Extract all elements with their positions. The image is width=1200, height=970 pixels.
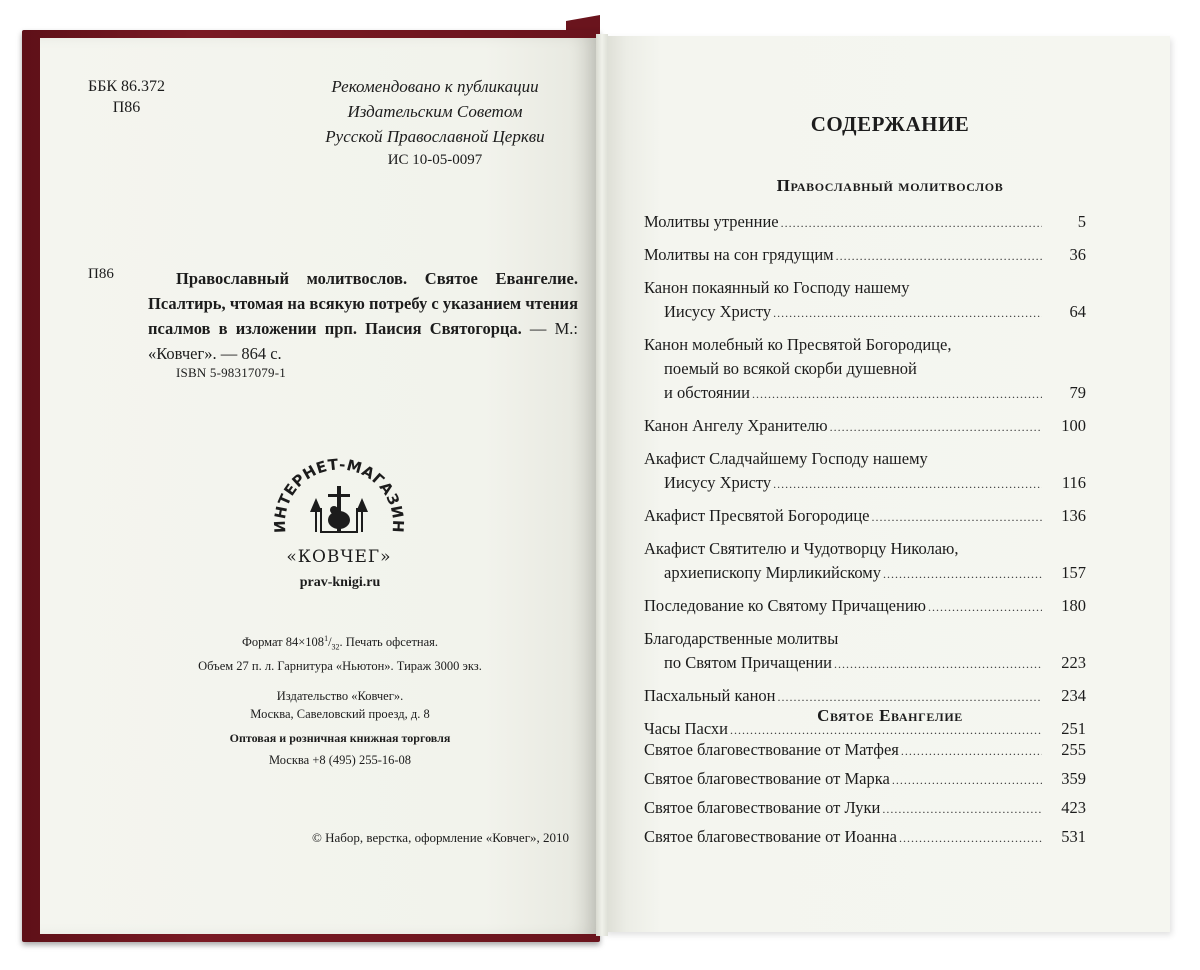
biblio-tail: — М.: «Ковчег». — 864 с.	[148, 319, 578, 363]
toc-section-prayerbook	[644, 210, 1086, 750]
toc-page-number: 157	[1061, 563, 1086, 582]
book-gutter	[596, 34, 608, 936]
toc-entry[interactable]: Канон покаянный ко Господу нашему Иисусу Христу ..... 64	[644, 276, 1086, 325]
toc-page-number: 100	[1061, 416, 1086, 435]
bbk-code: ББК 86.372	[88, 78, 166, 95]
toc-page-number: 359	[1061, 769, 1086, 788]
toc-entry[interactable]: Канон молебный ко Пресвятой Богородице, поемый во всякой скорби душевной и обстоянии ..... 79	[644, 333, 1086, 406]
toc-section-title: Православный молитвослов	[776, 176, 1004, 195]
toc-entry[interactable]: Часы Пасхи ..... 251	[644, 717, 1086, 742]
toc-entry[interactable]: Канон Ангелу Хранителю ..... 100	[644, 414, 1086, 439]
kovcheg-logo	[264, 436, 414, 586]
biblio-title: Православный молитвослов. Святое Евангелие. Псалтирь, чтомая на всякую потребу с указанием чтения псалмов в изложении прп. Паисия Святогорца.	[148, 269, 578, 338]
toc-title: СОДЕРЖАНИЕ	[810, 112, 970, 136]
toc-entry[interactable]: Молитвы на сон грядущим ..... 36	[644, 243, 1086, 268]
toc-page-number: 531	[1061, 827, 1086, 846]
publisher-phone: Москва +8 (495) 255-16-08	[268, 752, 412, 767]
toc-page-number: 79	[1069, 383, 1086, 402]
toc-page-number: 255	[1061, 740, 1086, 759]
biblio-index: П86	[88, 266, 114, 282]
toc-page-number: 223	[1061, 653, 1086, 672]
toc-page-number: 180	[1061, 596, 1086, 615]
ark-emblem-icon	[264, 436, 414, 586]
toc-section-gospel	[644, 738, 1086, 854]
toc-page-number: 36	[1069, 245, 1086, 264]
toc-page-number: 64	[1069, 302, 1086, 321]
toc-entry[interactable]: Святое благовествование от Луки ..... 423	[644, 796, 1086, 821]
svg-text:«КОВЧЕГ»: «КОВЧЕГ»	[286, 547, 392, 567]
toc-page-number: 234	[1061, 686, 1086, 705]
toc-page-number: 116	[1061, 473, 1086, 492]
publisher-address: Москва, Савеловский проезд, д. 8	[250, 706, 430, 721]
toc-entry[interactable]: Акафист Сладчайшему Господу нашему Иисусу Христу ..... 116	[644, 447, 1086, 496]
copyright-notice: © Набор, верстка, оформление «Ковчег», 2010	[312, 830, 570, 845]
toc-section-title: Святое Евангелие	[817, 706, 963, 725]
recommendation-code: ИС 10-05-0097	[387, 152, 483, 168]
bibliographic-record	[88, 266, 578, 366]
isbn: ISBN 5-98317079-1	[176, 365, 286, 380]
toc-entry[interactable]: Акафист Пресвятой Богородице ..... 136	[644, 504, 1086, 529]
bbk-index: П86	[112, 99, 141, 116]
toc-page-number: 136	[1061, 506, 1086, 525]
biblio-description	[148, 266, 578, 366]
toc-entry[interactable]: Последование ко Святому Причащению ..... 180	[644, 594, 1086, 619]
toc-page-number: 423	[1061, 798, 1086, 817]
toc-page-number: 5	[1077, 212, 1086, 231]
svg-text:ИНТЕРНЕТ-МАГАЗИН: ИНТЕРНЕТ-МАГАЗИН	[270, 455, 408, 534]
toc-entry[interactable]: Святое благовествование от Иоанна ..... 531	[644, 825, 1086, 850]
toc-entry[interactable]: Молитвы утренние ..... 5	[644, 210, 1086, 235]
toc-entry[interactable]: Святое благовествование от Матфея ..... 255	[644, 738, 1086, 763]
toc-entry[interactable]: Благодарственные молитвы по Святом Причащении ..... 223	[644, 627, 1086, 676]
publishing-recommendation	[300, 74, 570, 171]
toc-page-number: 251	[1061, 719, 1086, 738]
imprint-block	[130, 630, 550, 769]
toc-entry[interactable]: Святое благовествование от Марка ..... 359	[644, 767, 1086, 792]
volume-line: Объем 27 п. л. Гарнитура «Ньютон». Тираж 3000 экз.	[198, 658, 482, 673]
recommendation-line: Русской Православной Церкви	[325, 127, 545, 146]
trade-info: Оптовая и розничная книжная торговля	[229, 730, 451, 745]
publisher-name: Издательство «Ковчег».	[276, 688, 404, 703]
toc-entry[interactable]: Акафист Святителю и Чудотворцу Николаю, архиепископу Мирликийскому ..... 157	[644, 537, 1086, 586]
bbk-classification	[88, 76, 165, 118]
recommendation-line: Рекомендовано к публикации	[331, 77, 539, 96]
format-line: Формат $84\times 108^1/_{32}$. Печать офсетная.	[241, 634, 439, 652]
toc-entry[interactable]: Пасхальный канон ..... 234	[644, 684, 1086, 709]
logo-website: prav-knigi.ru	[299, 575, 381, 590]
recommendation-line: Издательским Советом	[347, 102, 523, 121]
